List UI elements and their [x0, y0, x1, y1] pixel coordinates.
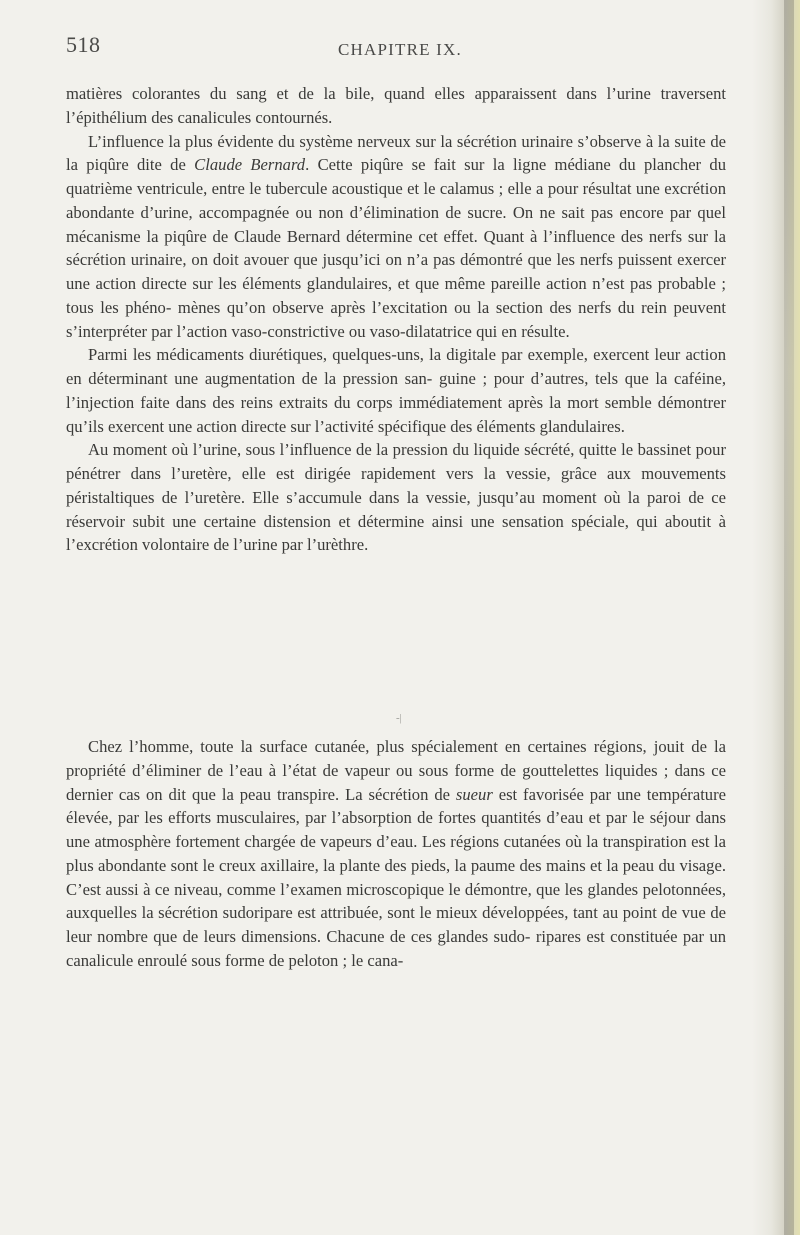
paragraph [66, 735, 726, 973]
paragraph [66, 82, 726, 130]
paragraph [66, 130, 726, 344]
running-title: CHAPITRE IX. [338, 40, 462, 59]
paragraph-text: est favorisée par une température élevée, par les efforts musculaires, par l’absorption de fortes quantités d’eau et par le séjour dans une atmosphère fortement chargée de vapeurs d’eau. Les régions cutanées où la transpiration est la plus abondante sont le creux axillaire, la plante des pieds, la paume des mains et la peau du visage. C’est aussi à ce niveau, comme l’examen microscopique le démontre, que les glandes pelotonnées, auxquelles la sécrétion sudoripare est attribuée, sont le mieux développées, tant au point de vue de leur nombre que de leurs dimensions. Chacune de ces glandes sudo- ripares est constituée par un canalicule enroulé sous forme de peloton ; le cana- [66, 784, 726, 970]
paragraph [66, 343, 726, 438]
text-block-urine [66, 82, 726, 557]
page-number: 518 [66, 32, 101, 57]
paragraph-text: L’influence la plus évidente du système nerveux sur la sécrétion urinaire s’observe à la suite de la piqûre dite de [66, 131, 726, 175]
separator-mark: -| [396, 712, 402, 724]
paragraph-text: Au moment où l’urine, sous l’influence de la pression du liquide sécrété, quitte le bassinet pour pénétrer dans l’uretère, elle est dirigée rapidement vers la vessie, grâce aux mouvements péristaltiques de l’uretère. Elle s’accumule dans la vessie, jusqu’au moment où la paroi de ce réservoir subit une certaine distension et détermine ainsi une sensation spéciale, qui aboutit à l’excrétion volontaire de l’urine par l’urèthre. [66, 440, 726, 555]
page-spine-edge [784, 0, 794, 1235]
text-block-sueur [66, 735, 726, 973]
italic-term: sueur [455, 784, 493, 804]
paragraph-text: Chez l’homme, toute la surface cutanée, plus spécialement en certaines régions, jouit de la propriété d’éliminer de l’eau à l’état de vapeur ou sous forme de gouttelettes liquides ; dans ce dernier cas on dit que la peau transpire. La sécrétion de [66, 737, 726, 804]
paragraph [66, 438, 726, 557]
paragraph-text: matières colorantes du sang et de la bile, quand elles apparaissent dans l’urine traversent l’épithélium des canalicules contournés. [66, 84, 726, 127]
paragraph-text: Parmi les médicaments diurétiques, quelques-uns, la digitale par exemple, exercent leur action en déterminant une augmentation de la pression san- guine ; pour d’autres, tels que la caféine, l’injection faite dans des reins extraits du corps immédiatement après la mort semble démontrer qu’ils exercent une action directe sur l’activité spécifique des éléments glandulaires. [66, 345, 726, 436]
paragraph-text: . Cette piqûre se fait sur la ligne médiane du plancher du quatrième ventricule, entre le tubercule acoustique et le calamus ; elle a pour résultat une excrétion abondante d’urine, accompagnée ou non d’élimination de sucre. On ne sait pas encore par quel mécanisme la piqûre de Claude Bernard détermine cet effet. Quant à l’influence des nerfs sur la sécrétion urinaire, on doit avouer que jusqu’ici on n’a pas démontré que les nerfs puissent exercer une action directe sur les éléments glandulaires, et que même pareille action n’est pas probable ; tous les phéno- mènes qu’on observe après l’excitation ou la section des nerfs du rein peuvent s’interpréter par l’action vaso-constrictive ou vaso-dilatatrice qui en résulte. [66, 155, 726, 341]
italic-term: Claude Bernard [194, 155, 306, 175]
